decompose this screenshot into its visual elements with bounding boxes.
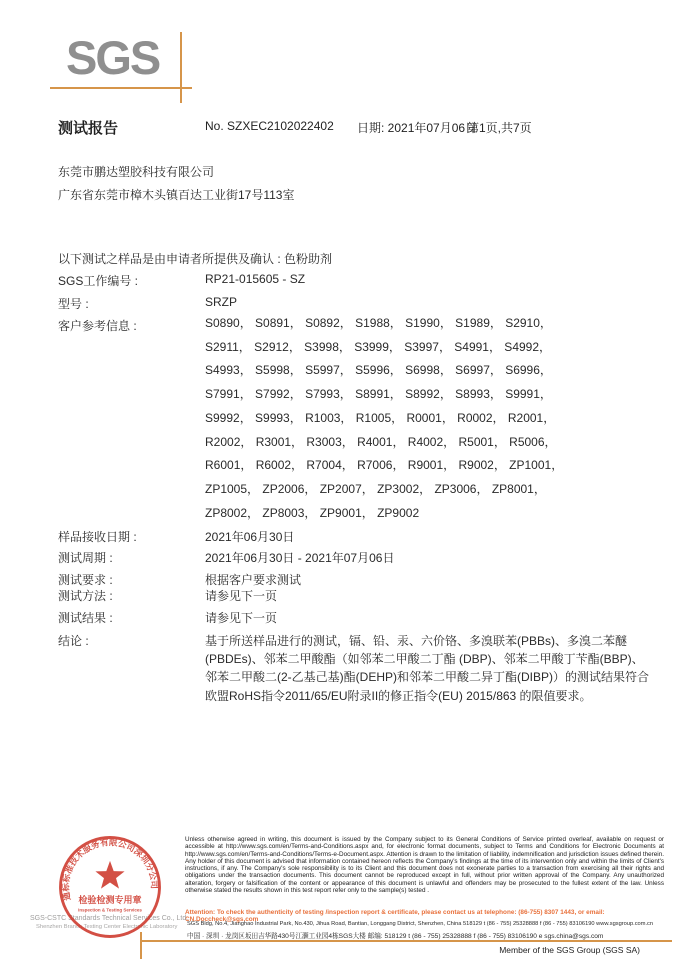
test-requirement-value: 根据客户要求测试	[205, 573, 302, 587]
inspection-stamp-icon	[56, 833, 164, 941]
client-ref-line: S9992， S9993， R1003， R1005， R0001， R0002， R2001，	[205, 410, 556, 425]
test-method-value: 请参见下一页	[205, 589, 278, 603]
stamp-ring-text: 通标标准技术服务有限公司深圳分公司	[60, 837, 160, 902]
client-ref-line: S0890， S0891， S0892， S1988， S1990， S1989， S2910，	[205, 316, 552, 330]
model-value: SRZP	[205, 295, 238, 309]
stamp-star-icon	[95, 861, 124, 889]
client-ref-line: S7991， S7992， S7993， S8991， S8992， S8993， S9991，	[205, 387, 552, 402]
client-ref-line: ZP8002， ZP8003， ZP9001， ZP9002	[205, 505, 420, 520]
stamp-center-line1: 检验检测专用章	[78, 895, 142, 906]
footer-address-en: SGS Bldg, No.4, Jianghao Industrial Park, No.430, Jihua Road, Bantian, Longgang District, Shenzhen, China 518129 t (86 - 755) 25328888 f (86 - 755) 83106190 www.sgsgroup.com.cn	[187, 921, 654, 927]
sgs-membership-note: Member of the SGS Group (SGS SA)	[499, 945, 640, 955]
logo-horizontal-rule	[50, 87, 192, 89]
footer-branch-name: Shenzhen Branch Testing Center Electronic Laboratory	[36, 924, 178, 930]
test-period-value: 2021年06月30日 - 2021年07月06日	[205, 551, 395, 565]
page-count: 第1页,共7页	[467, 121, 532, 135]
client-ref-values	[205, 312, 563, 525]
conclusion-value: 基于所送样品进行的测试，镉、铅、汞、六价铬、多溴联苯(PBBs)、多溴二苯醚(PBDEs)、邻苯二甲酸酯（如邻苯二甲酸二丁酯 (DBP)、邻苯二甲酸丁苄酯(BBP)、邻苯二甲酸二(2-乙基己基)酯(DEHP)和邻苯二甲酸二异丁酯(DIBP)）的测试结果符合欧盟RoHS指令2011/65/EU附录II的修正指令(EU) 2015/863 的限值要求。	[205, 634, 649, 703]
footer-company-name: SGS-CSTC Standards Technical Services Co., Ltd.	[30, 915, 189, 922]
test-requirement-label: 测试要求 :	[58, 573, 113, 587]
client-ref-line: S2911， S2912， S3998， S3999， S3997， S4991， S4992，	[205, 339, 552, 354]
footer-address-cn: 中国 · 深圳 · 龙岗区坂田吉华路430号江灏工业园4栋SGS大楼 邮编: 518129 t (86 - 755) 25328888 f (86 - 755) 83106190 e sgs.china@sgs.com	[187, 932, 604, 940]
client-ref-line: R2002， R3001， R3003， R4001， R4002， R5001， R5006，	[205, 434, 557, 449]
model-label: 型号 :	[58, 297, 89, 311]
received-date-value: 2021年06月30日	[205, 530, 295, 544]
client-ref-line: ZP1005， ZP2006， ZP2007， ZP3002， ZP3006， ZP8001，	[205, 481, 546, 496]
authenticity-attention: Attention: To check the authenticity of testing /inspection report & certificate, please contact us at telephone: (86-755) 8307 1443, or email: CN.Doccheck@sgs.com	[185, 909, 605, 924]
report-date: 日期: 2021年07月06日	[357, 121, 478, 135]
job-no-value: RP21-015605 - SZ	[205, 272, 306, 286]
test-result-label: 测试结果 :	[58, 611, 113, 625]
test-result-value: 请参见下一页	[205, 611, 278, 625]
client-ref-line: R6001， R6002， R7004， R7006， R9001， R9002， ZP1001，	[205, 458, 564, 473]
sgs-logo: SGS	[66, 31, 160, 84]
client-ref-line: S4993， S5998， S5997， S5996， S6998， S6997， S6996，	[205, 363, 552, 378]
received-date-label: 样品接收日期 :	[58, 530, 137, 544]
sample-statement: 以下测试之样品是由申请者所提供及确认 : 色粉助剂	[58, 252, 333, 266]
legal-disclaimer: Unless otherwise agreed in writing, this document is issued by the Company subject to its General Conditions of Service printed overleaf, available on request or accessible at http://www.sgs.com/en/Terms-and-Conditions.aspx and, for electronic format documents, subject to Terms and Conditions for Electronic Documents at http://www.sgs.com/en/Terms-and-Conditions/Terms-e-Document.aspx. Attention is drawn to the limitation of liability, indemnification and jurisdiction issues defined therein. Any holder of this document is advised that information contained hereon reflects the Company's findings at the time of its intervention only and within the limits of Client's instructions, if any. The Company's sole responsibility is to its Client and this document does not exonerate parties to a transaction from exercising all their rights and obligations under the transaction documents. This document cannot be reproduced except in full, without prior written approval of the Company. Any unauthorized alteration, forgery or falsification of the content or appearance of this document is unlawful and offenders may be prosecuted to the fullest extent of the law. Unless otherwise stated the results shown in this test report refer only to the sample(s) tested .	[185, 836, 664, 894]
test-method-label: 测试方法 :	[58, 589, 113, 603]
test-period-label: 测试周期 :	[58, 551, 113, 565]
report-number: No. SZXEC2102022402	[205, 119, 334, 133]
page-title: 测试报告	[58, 120, 119, 137]
conclusion-label: 结论 :	[58, 634, 89, 648]
job-no-label: SGS工作编号 :	[58, 274, 139, 288]
client-ref-label: 客户参考信息 :	[58, 319, 137, 333]
stamp-center-line2: Inspection & Testing Services	[78, 907, 142, 913]
footer-horizontal-rule	[141, 940, 672, 942]
applicant-address: 广东省东莞市樟木头镇百达工业街17号113室	[58, 188, 295, 202]
logo-vertical-rule	[180, 32, 182, 103]
applicant-company: 东莞市鹏达塑胶科技有限公司	[58, 165, 215, 179]
